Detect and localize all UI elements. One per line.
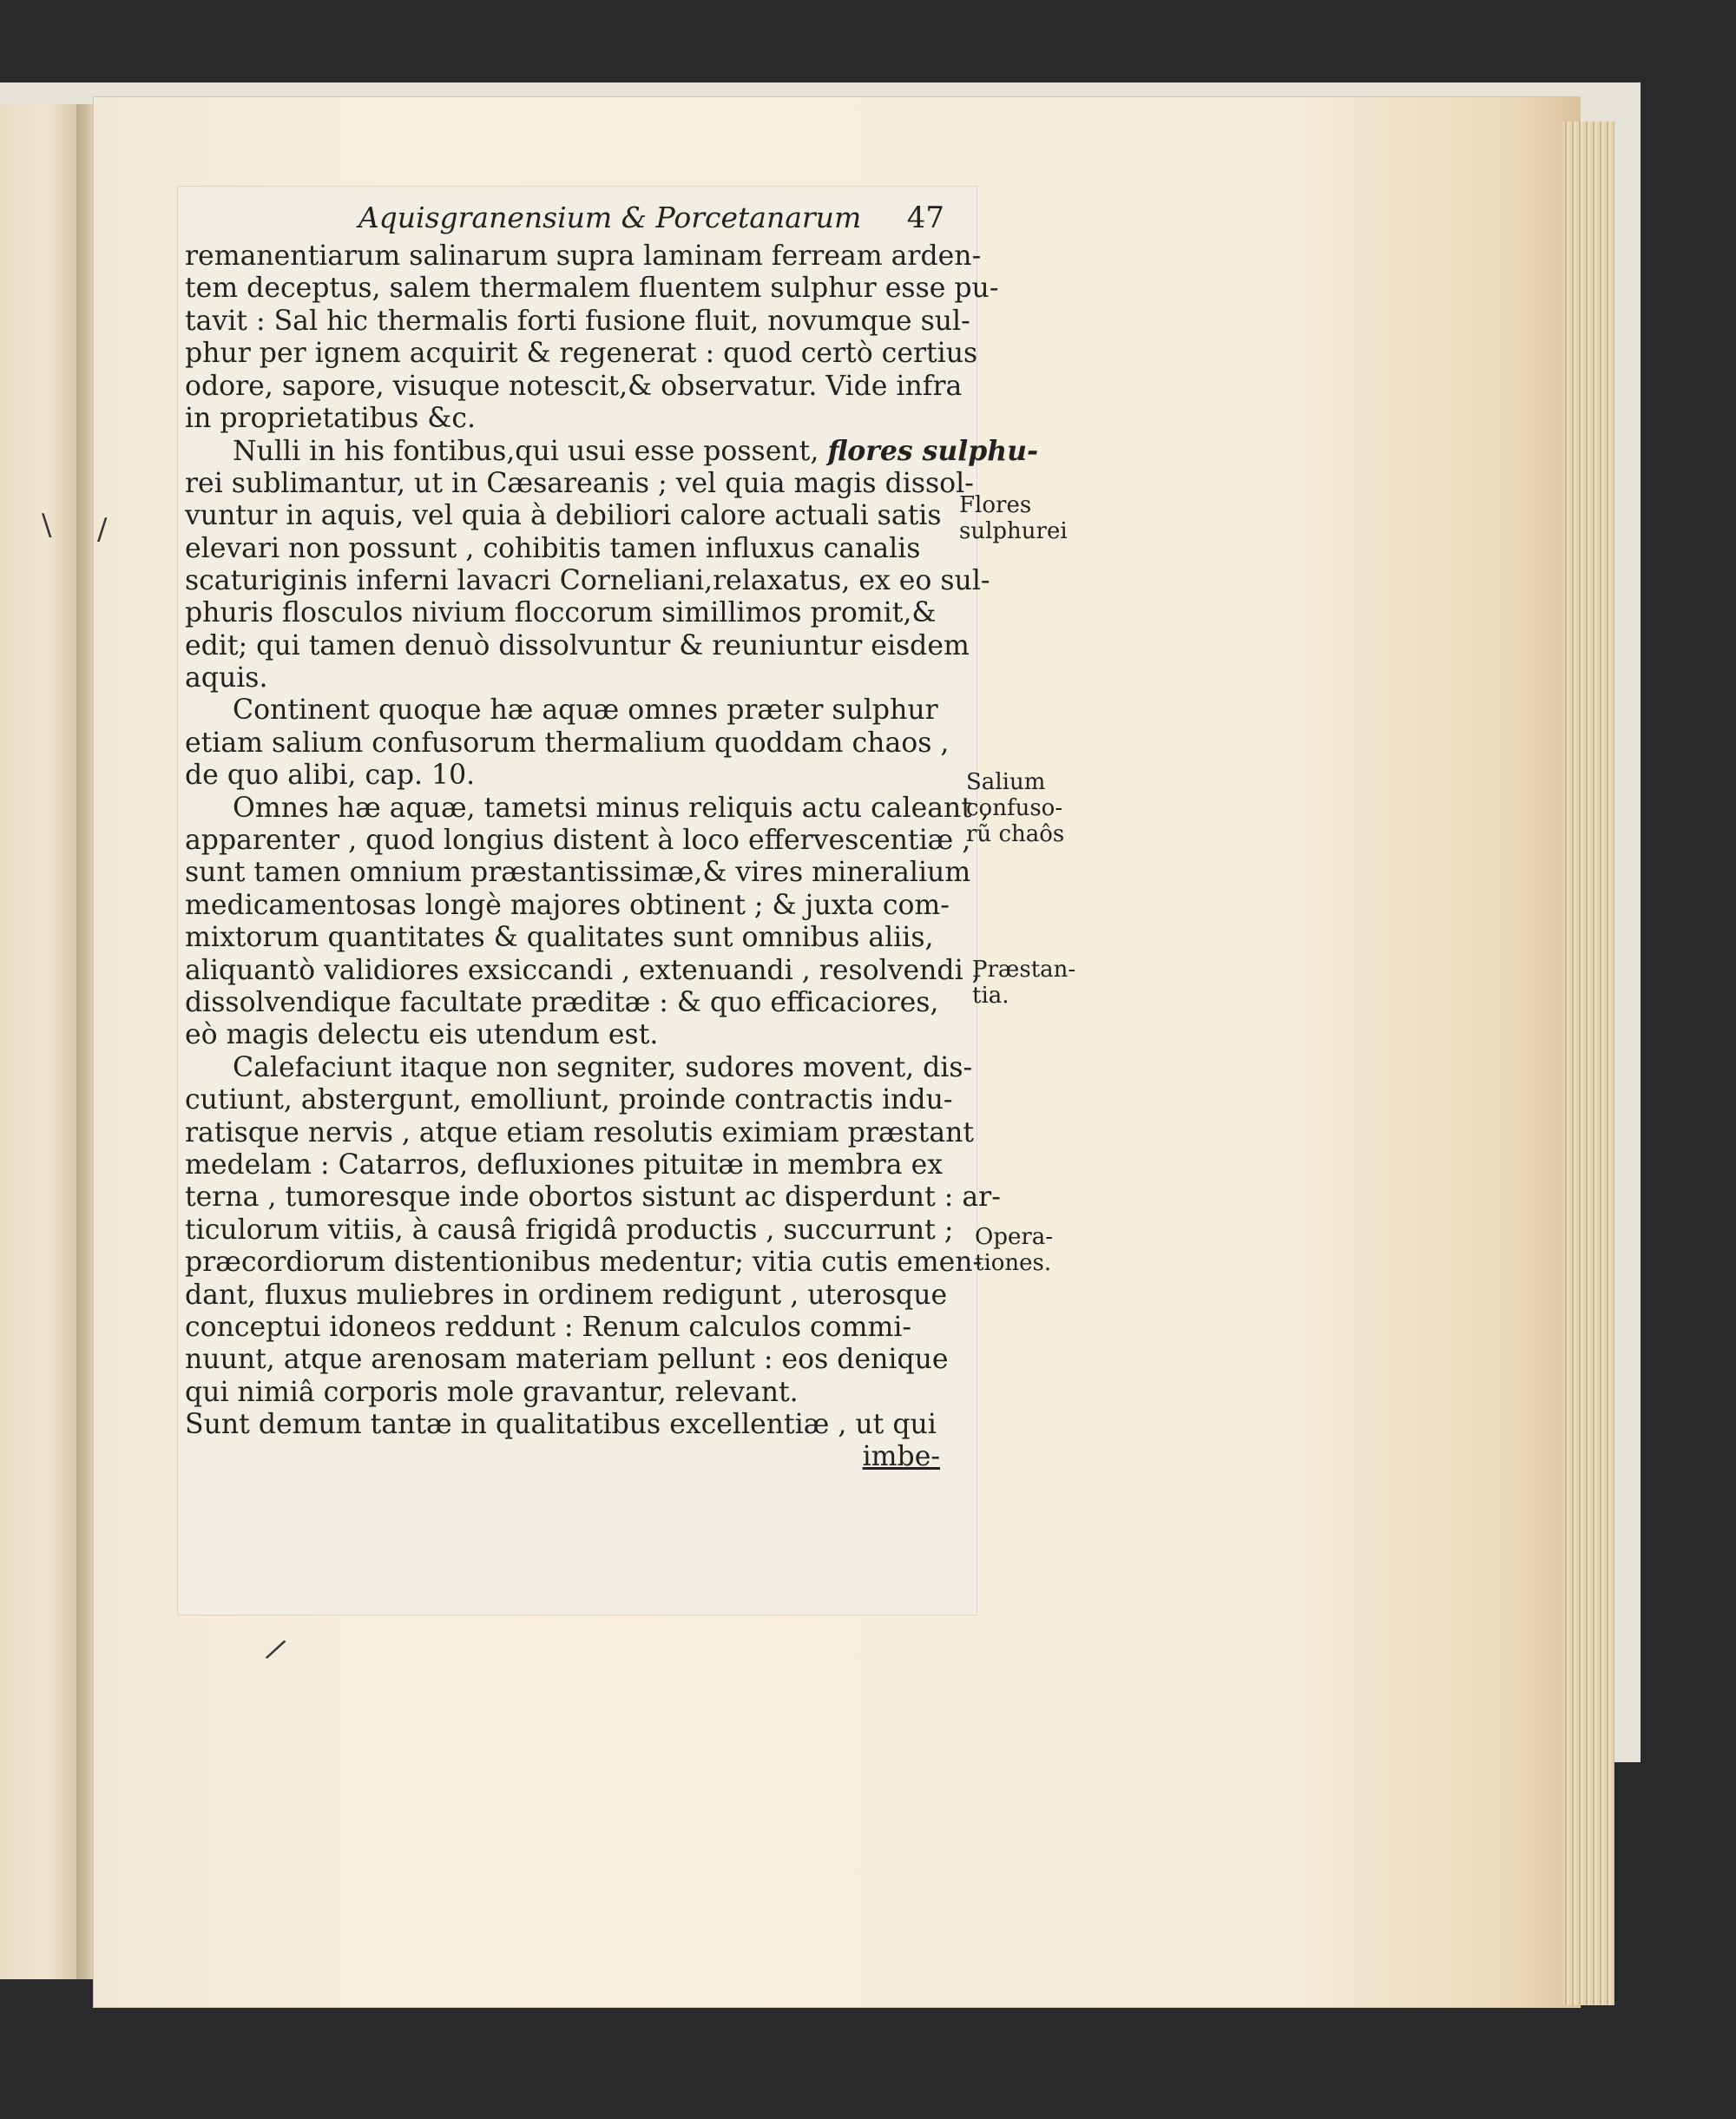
text-line: medelam : Catarros, defluxiones pituitæ in membra ex bbox=[185, 1148, 944, 1181]
text-line: phur per ignem acquirit & regenerat : quod certò certius bbox=[185, 338, 978, 370]
text-line: vuntur in aquis, vel quia à debiliori calore actuali satis bbox=[185, 500, 942, 532]
catchword: imbe- bbox=[862, 1441, 940, 1473]
text-line: qui nimiâ corporis mole gravantur, relevant. bbox=[185, 1376, 799, 1408]
text-line: medicamentosas longè majores obtinent ; & juxta com- bbox=[185, 889, 950, 921]
text-line: dissolvendique facultate præditæ : & quo efficaciores, bbox=[185, 986, 939, 1018]
marginal-note-flores: Flores sulphurei bbox=[959, 492, 1068, 544]
text-line: edit; qui tamen denuò dissolvuntur & reuniuntur eisdem bbox=[185, 629, 970, 661]
running-title: Aquisgranensium & Porcetanarum bbox=[358, 201, 862, 234]
text-line: Continent quoque hæ aquæ omnes præter sulphur bbox=[233, 694, 938, 727]
text-line: ticulorum vitiis, à causâ frigidâ productis , succurrunt ; bbox=[185, 1214, 954, 1246]
page-number: 47 bbox=[906, 201, 944, 235]
text-line: ratisque nervis , atque etiam resolutis eximiam præstant bbox=[185, 1116, 975, 1148]
text-line bbox=[185, 435, 1039, 468]
text-line: cutiunt, abstergunt, emolliunt, proinde contractis indu- bbox=[185, 1084, 953, 1116]
marginal-note-operationes: Opera- tiones. bbox=[975, 1224, 1054, 1276]
ink-mark: \ bbox=[42, 508, 52, 543]
text-line: dant, fluxus muliebres in ordinem redigunt , uterosque bbox=[185, 1279, 948, 1311]
book-gutter bbox=[76, 104, 95, 1979]
text-line: Omnes hæ aquæ, tametsi minus reliquis actu caleant , bbox=[233, 792, 990, 824]
text-line: conceptui idoneos reddunt : Renum calculos commi- bbox=[185, 1311, 912, 1343]
running-head bbox=[185, 195, 966, 240]
marginal-note-salium: Salium confuso- rũ chaôs bbox=[966, 769, 1065, 847]
text-line: nuunt, atque arenosam materiam pellunt : eos denique bbox=[185, 1344, 949, 1376]
text-line: remanentiarum salinarum supra laminam ferream arden- bbox=[185, 240, 982, 272]
ink-mark: / bbox=[262, 1631, 289, 1668]
ink-mark: / bbox=[97, 512, 108, 547]
italic-phrase: flores sulphu- bbox=[827, 435, 1039, 468]
text-line: aliquantò validiores exsiccandi , extenuandi , resolvendi , bbox=[185, 954, 981, 986]
text-line: eò magis delectu eis utendum est. bbox=[185, 1019, 659, 1051]
text-line: in proprietatibus &c. bbox=[185, 402, 476, 434]
text-line: Calefaciunt itaque non segniter, sudores movent, dis- bbox=[233, 1051, 973, 1083]
text-line: etiam salium confusorum thermalium quoddam chaos , bbox=[185, 727, 950, 759]
text-line: tem deceptus, salem thermalem fluentem sulphur esse pu- bbox=[185, 273, 999, 305]
text-line: præcordiorum distentionibus medentur; vitia cutis emen- bbox=[185, 1247, 983, 1279]
left-page-edge bbox=[0, 104, 78, 1979]
text-line: aquis. bbox=[185, 662, 268, 694]
text-line: terna , tumoresque inde obortos sistunt ac disperdunt : ar- bbox=[185, 1181, 1001, 1214]
text-line-start: Nulli in his fontibus,qui usui esse possent, bbox=[233, 436, 819, 468]
text-line: apparenter , quod longius distent à loco effervescentiæ , bbox=[185, 825, 971, 857]
text-line: mixtorum quantitates & qualitates sunt omnibus aliis, bbox=[185, 922, 934, 954]
text-line: tavit : Sal hic thermalis forti fusione fluit, novumque sul- bbox=[185, 305, 970, 337]
text-line: phuris flosculos nivium floccorum simillimos promit,& bbox=[185, 597, 937, 629]
page-stack-edge bbox=[1562, 122, 1614, 2005]
text-line: elevari non possunt , cohibitis tamen influxus canalis bbox=[185, 532, 921, 564]
text-line: odore, sapore, visuque notescit,& observatur. Vide infra bbox=[185, 370, 963, 402]
text-line: rei sublimantur, ut in Cæsareanis ; vel quia magis dissol- bbox=[185, 467, 974, 499]
text-line: Sunt demum tantæ in qualitatibus excellentiæ , ut qui bbox=[185, 1409, 937, 1441]
text-line: de quo alibi, cap. 10. bbox=[185, 760, 476, 792]
marginal-note-praestantia: Præstan- tia. bbox=[972, 957, 1076, 1009]
text-line: sunt tamen omnium præstantissimæ,& vires mineralium bbox=[185, 857, 971, 889]
text-line: scaturiginis inferni lavacri Corneliani,relaxatus, ex eo sul- bbox=[185, 564, 990, 596]
